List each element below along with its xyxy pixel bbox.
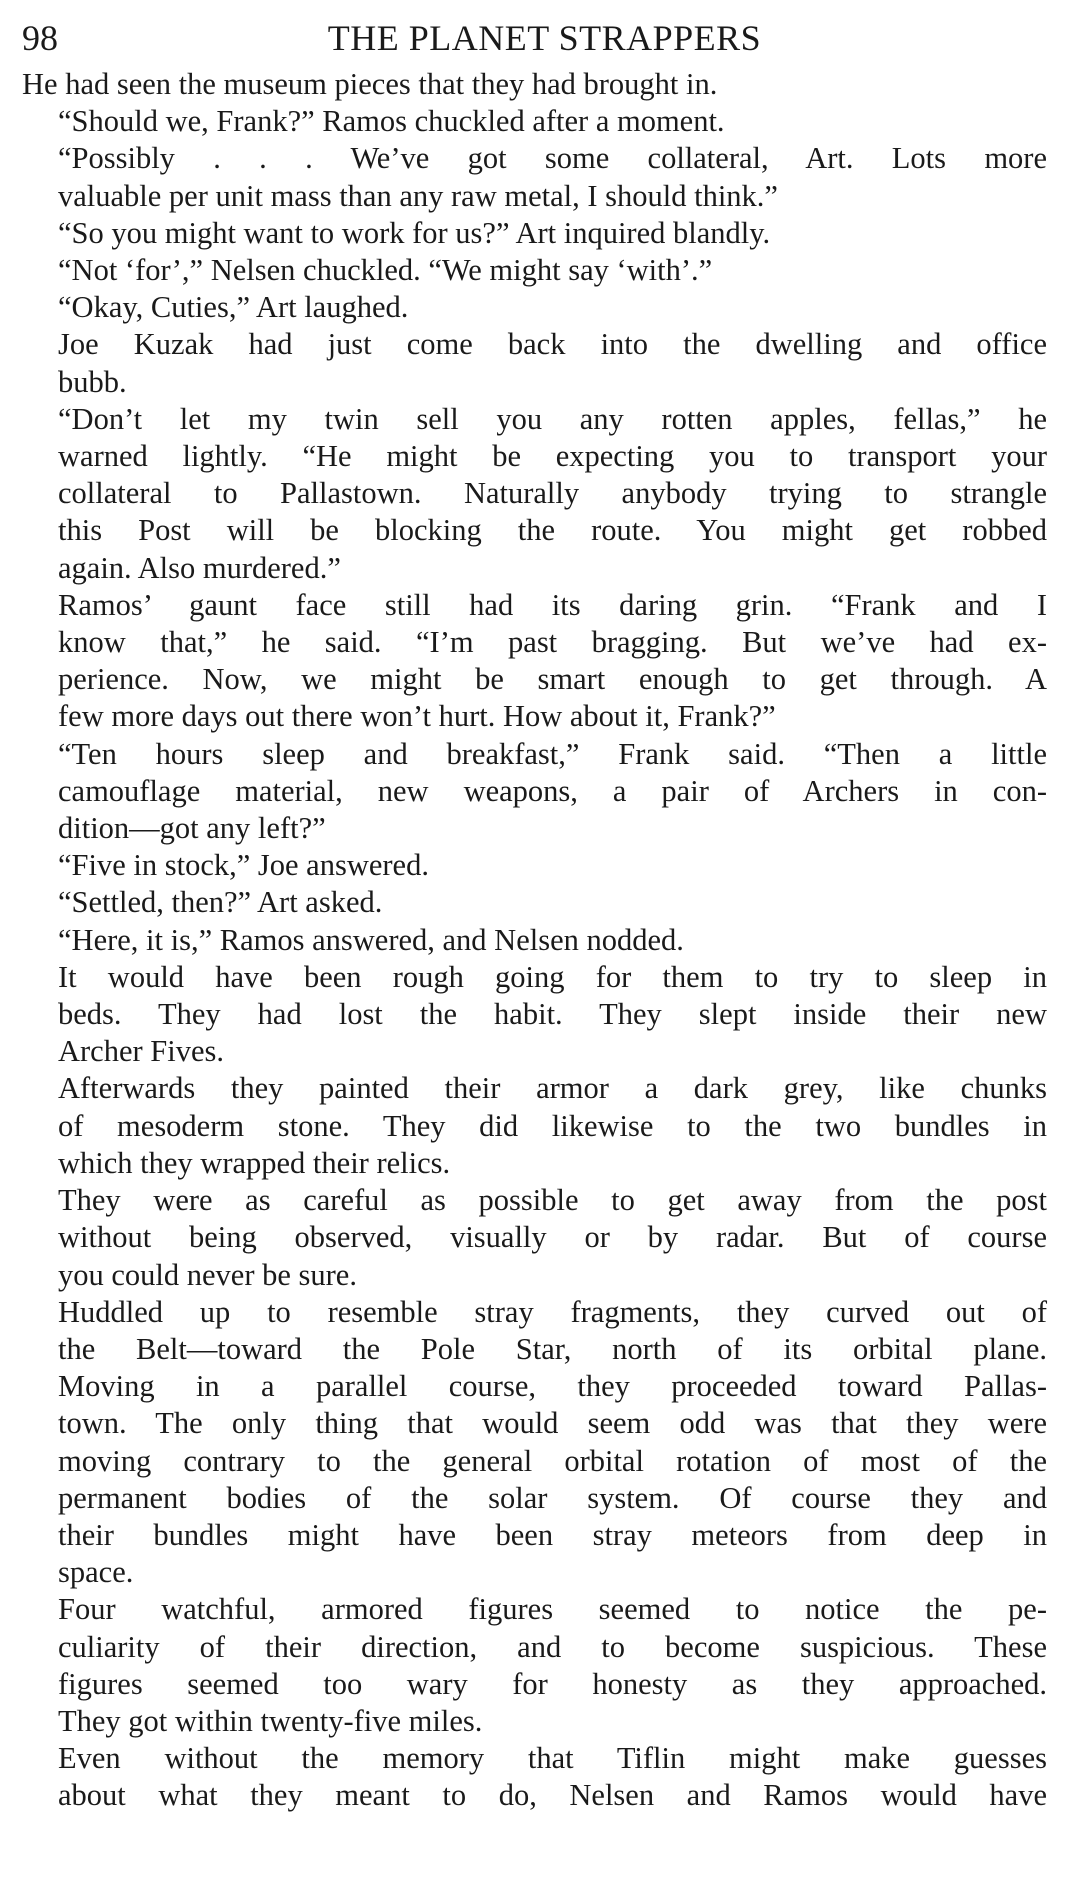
text-line: permanent bodies of the solar system. Of course they and: [58, 1480, 1047, 1515]
paragraph: [22, 326, 1047, 400]
text-line: Moving in a parallel course, they proceeded toward Pallas-: [58, 1369, 1047, 1404]
text-line: “Five in stock,” Joe answered.: [58, 848, 429, 883]
text-line: “Okay, Cuties,” Art laughed.: [58, 290, 409, 325]
paragraph: [22, 1740, 1047, 1814]
text-line: space.: [58, 1555, 134, 1590]
paragraph: [22, 252, 1047, 289]
text-line: moving contrary to the general orbital rotation of most of the: [58, 1443, 1047, 1478]
text-line: Huddled up to resemble stray fragments, they curved out of: [58, 1294, 1047, 1329]
text-line: perience. Now, we might be smart enough to get through. A: [58, 662, 1047, 697]
paragraph: [22, 922, 1047, 959]
text-line: “Not ‘for’,” Nelsen chuckled. “We might say ‘with’.”: [58, 253, 713, 288]
paragraph: [22, 1591, 1047, 1740]
text-line: “Ten hours sleep and breakfast,” Frank said. “Then a little: [58, 736, 1047, 771]
paragraph: [22, 959, 1047, 1071]
text-line: bubb.: [58, 364, 127, 399]
text-line: Even without the memory that Tiflin might make guesses: [58, 1741, 1047, 1776]
text-line: “So you might want to work for us?” Art inquired blandly.: [58, 215, 771, 250]
paragraph: [22, 1182, 1047, 1294]
text-line: know that,” he said. “I’m past bragging. But we’ve had ex-: [58, 625, 1047, 660]
paragraph: [22, 847, 1047, 884]
text-line: beds. They had lost the habit. They slept inside their new: [58, 997, 1047, 1032]
text-line: again. Also murdered.”: [58, 550, 341, 585]
text-line: “Possibly . . . We’ve got some collateral, Art. Lots more: [58, 141, 1047, 176]
text-line: Afterwards they painted their armor a dark grey, like chunks: [58, 1071, 1047, 1106]
text-line: of mesoderm stone. They did likewise to the two bundles in: [58, 1108, 1047, 1143]
text-line: They got within twenty-five miles.: [58, 1703, 483, 1738]
paragraph: [22, 1294, 1047, 1592]
text-line: dition—got any left?”: [58, 811, 326, 846]
text-line: Archer Fives.: [58, 1034, 225, 1069]
text-line: “Here, it is,” Ramos answered, and Nelsen nodded.: [58, 922, 684, 957]
text-line: “Should we, Frank?” Ramos chuckled after a moment.: [58, 104, 725, 139]
text-line: It would have been rough going for them to try to sleep in: [58, 959, 1047, 994]
text-line: town. The only thing that would seem odd was that they were: [58, 1406, 1047, 1441]
paragraph: [22, 140, 1047, 214]
running-title: THE PLANET STRAPPERS: [327, 18, 762, 58]
text-line: which they wrapped their relics.: [58, 1145, 451, 1180]
text-line: about what they meant to do, Nelsen and Ramos would have: [58, 1778, 1047, 1813]
text-line: warned lightly. “He might be expecting you to transport your: [58, 439, 1047, 474]
text-line: this Post will be blocking the route. You might get robbed: [58, 513, 1047, 548]
text-line: Joe Kuzak had just come back into the dwelling and office: [58, 327, 1047, 362]
paragraph: [22, 884, 1047, 921]
text-line: without being observed, visually or by radar. But of course: [58, 1220, 1047, 1255]
text-line: their bundles might have been stray meteors from deep in: [58, 1517, 1047, 1552]
text-line: culiarity of their direction, and to become suspicious. These: [58, 1629, 1047, 1664]
paragraph: [22, 103, 1047, 140]
text-line: “Don’t let my twin sell you any rotten apples, fellas,” he: [58, 401, 1047, 436]
text-line: They were as careful as possible to get away from the post: [58, 1183, 1047, 1218]
text-line: “Settled, then?” Art asked.: [58, 885, 383, 920]
text-line: figures seemed too wary for honesty as they approached.: [58, 1666, 1047, 1701]
paragraph: [22, 1070, 1047, 1182]
paragraph: [22, 736, 1047, 848]
text-line: Four watchful, armored figures seemed to notice the pe-: [58, 1592, 1047, 1627]
text-line: He had seen the museum pieces that they had brought in.: [22, 67, 718, 101]
paragraph: [22, 66, 1047, 103]
text-line: collateral to Pallastown. Naturally anybody trying to strangle: [58, 476, 1047, 511]
book-page: [22, 14, 1047, 1815]
text-line: Ramos’ gaunt face still had its daring grin. “Frank and I: [58, 587, 1047, 622]
body-text: [22, 66, 1047, 1815]
text-line: few more days out there won’t hurt. How about it, Frank?”: [58, 699, 776, 734]
text-line: camouflage material, new weapons, a pair of Archers in con-: [58, 773, 1047, 808]
text-line: the Belt—toward the Pole Star, north of its orbital plane.: [58, 1331, 1047, 1366]
text-line: you could never be sure.: [58, 1257, 357, 1292]
paragraph: [22, 401, 1047, 587]
paragraph: [22, 215, 1047, 252]
paragraph: [22, 289, 1047, 326]
page-header: [22, 14, 1047, 62]
text-line: valuable per unit mass than any raw metal, I should think.”: [58, 178, 778, 213]
page-number: 98: [22, 18, 58, 58]
paragraph: [22, 587, 1047, 736]
